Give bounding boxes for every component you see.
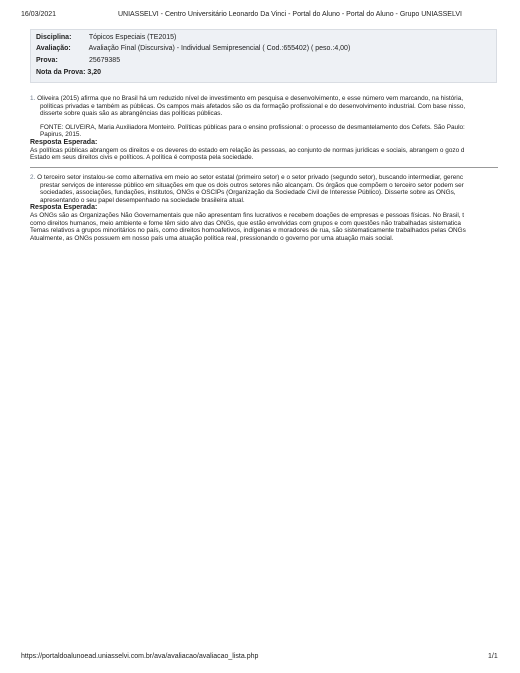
- page-title: UNIASSELVI - Centro Universitário Leonardo Da Vinci - Portal do Aluno - Portal do Aluno - Grupo UNIASSELVI: [118, 11, 462, 18]
- disciplina-row: [36, 34, 176, 41]
- question-line: políticas privadas e também as públicas. Os campos mais afetados são os da formação profissional e do desenvolvimento industrial. Com base nisso,: [40, 102, 466, 110]
- footer-url: https://portaldoalunoead.uniasselvi.com.br/ava/avaliacao/avaliacao_lista.php: [21, 653, 259, 660]
- question-1: [30, 95, 498, 162]
- exam-info-box: [30, 29, 497, 83]
- answer-title: Resposta Esperada:: [30, 204, 98, 212]
- question-text: Oliveira (2015) afirma que no Brasil há um reduzido nível de investimento em pesquisa e desenvolvimento, e esse número vem marcando, na história,: [37, 95, 464, 102]
- answer-line: Atualmente, as ONGs possuem em nosso país uma atuação política real, pressionando o governo por uma atuação mais social.: [30, 234, 394, 242]
- avaliacao-value: Avaliação Final (Discursiva) - Individual Semipresencial ( Cod.:655402) ( peso.:4,00): [88, 45, 351, 52]
- answer-line: como direitos humanos, meio ambiente e fome têm sido alvo das ONGs, que estão envolvidas com grupos e com questões não trabalhadas sistematica: [30, 219, 461, 227]
- nota-label: Nota da Prova:: [36, 69, 86, 76]
- question-number: 1.: [30, 95, 36, 102]
- question-source: FONTE: OLIVEIRA, Maria Auxiliadora Monteiro. Políticas públicas para o ensino profissional: o processo de desmantelamento dos Cefets. São Paulo:: [40, 123, 465, 131]
- question-number: 2.: [30, 174, 36, 181]
- question-line: disserte sobre quais são as abrangências das políticas públicas.: [40, 110, 223, 118]
- answer-line: As ONGs são as Organizações Não Governamentais que não apresentam fins lucrativos e recebem doações de empresas e pessoas físicas. No Brasil, t: [30, 211, 465, 219]
- nota-value: 3,20: [87, 69, 101, 76]
- disciplina-value: Tópicos Especiais (TE2015): [88, 34, 177, 41]
- answer-line: Temas relativos a grupos minoritários no país, como direitos homoafetivos, indígenas e moradores de rua, são sistematicamente trabalhados pelas ONGs: [30, 227, 466, 235]
- prova-row: [36, 57, 120, 64]
- question-line: prestar serviços de interesse público em situações em que os dois outros setores não alcançam. Os órgãos que compõem o terceiro setor podem ser: [40, 181, 464, 189]
- answer-title: Resposta Esperada:: [30, 138, 98, 146]
- disciplina-label: Disciplina:: [36, 34, 72, 41]
- question-2: [30, 174, 498, 242]
- prova-label: Prova:: [36, 57, 58, 64]
- answer-line: Estado em seus direitos civis e políticos. A política é composta pela sociedade.: [30, 154, 254, 162]
- question-divider: [30, 167, 498, 168]
- question-source: Papirus, 2015.: [40, 131, 82, 139]
- avaliacao-row: [36, 45, 350, 52]
- print-date: 16/03/2021: [21, 11, 57, 18]
- avaliacao-label: Avaliação:: [36, 45, 71, 52]
- prova-value: 25679385: [88, 57, 121, 64]
- question-line: [30, 174, 498, 182]
- answer-line: As políticas públicas abrangem os direitos e os deveres do estado em relação às pessoas, ao conjunto de normas jurídicas e sociais, abrangem o gozo d: [30, 146, 465, 154]
- question-line: [30, 95, 498, 103]
- question-text: O terceiro setor instalou-se como alternativa em meio ao setor estatal (primeiro setor) e o setor privado (segundo setor), buscando intermediar, gerenc: [37, 174, 464, 181]
- question-line: sociedades, associações, fundações, institutos, ONGs e OSCIPs (Organização da Sociedade Civil de Interesse Público). Disserte sobre as ONGs,: [40, 189, 456, 197]
- nota-row: [36, 69, 101, 76]
- question-line: apresentando o seu papel desempenhado na sociedade brasileira atual.: [40, 196, 245, 204]
- page-number: 1/1: [488, 653, 498, 660]
